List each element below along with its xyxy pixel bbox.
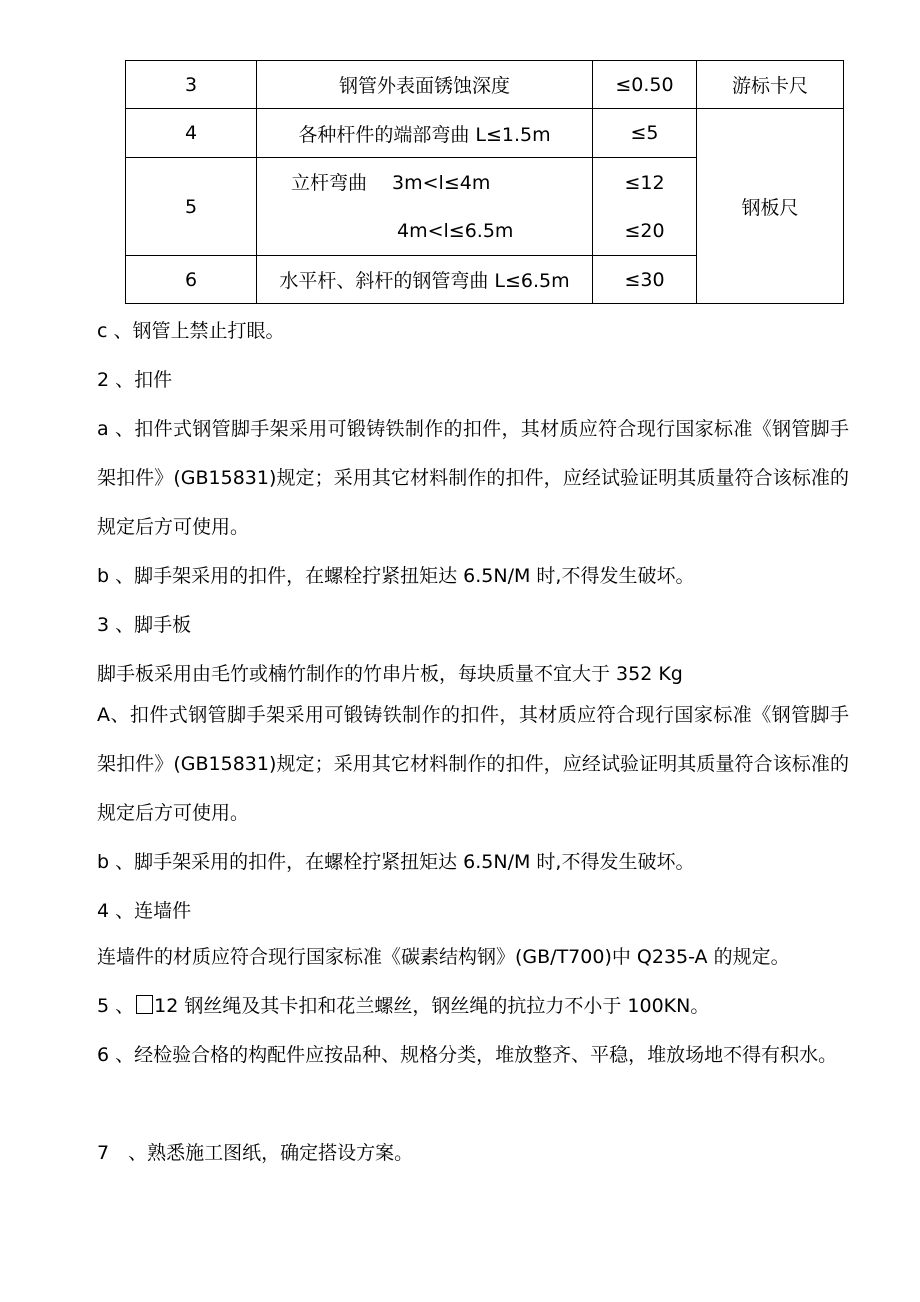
- item-line-1: 立杆弯曲 3m<l≤4m: [291, 171, 491, 194]
- allowable-deviation: [593, 158, 697, 256]
- heading-scaffold-board: 3 、脚手板: [97, 614, 192, 636]
- item-prefix: 5 、: [97, 995, 135, 1017]
- allowable-deviation: ≤30: [593, 256, 697, 304]
- paragraph-wire-rope: [97, 982, 849, 1031]
- inspection-item: 钢管外表面锈蚀深度: [257, 61, 593, 109]
- row-number: 6: [126, 256, 257, 304]
- row-number: 3: [126, 61, 257, 109]
- table-row: [126, 61, 844, 109]
- paragraph-scaffold-board: 脚手板采用由毛竹或楠竹制作的竹串片板，每块质量不宜大于 352 Kg: [97, 663, 683, 685]
- inspection-tool-merged: 钢板尺: [697, 109, 844, 304]
- paragraph-construction-drawings: 7 、熟悉施工图纸，确定搭设方案。: [97, 1142, 414, 1164]
- allowable-deviation: ≤5: [593, 109, 697, 158]
- item-line-2: 4m<l≤6.5m: [397, 219, 514, 242]
- paragraph-fastener-material-repeat: A、扣件式钢管脚手架采用可锻铸铁制作的扣件，其材质应符合现行国家标准《钢管脚手架扣件》(GB15831)规定；采用其它材料制作的扣件，应经试验证明其质量符合该标准的规定后方可使用。: [97, 704, 849, 824]
- paragraph-fastener-material: a 、扣件式钢管脚手架采用可锻铸铁制作的扣件，其材质应符合现行国家标准《钢管脚手架扣件》(GB15831)规定；采用其它材料制作的扣件，应经试验证明其质量符合该标准的规定后方可使用。: [97, 418, 849, 538]
- inspection-item: 水平杆、斜杆的钢管弯曲 L≤6.5m: [257, 256, 593, 304]
- wire-rope-text: 12 钢丝绳及其卡扣和花兰螺丝，钢丝绳的抗拉力不小于 100KN。: [154, 995, 710, 1017]
- paragraph-component-storage: 6 、经检验合格的构配件应按品种、规格分类，堆放整齐、平稳，堆放场地不得有积水。: [97, 1044, 838, 1066]
- heading-wall-ties: 4 、连墙件: [97, 900, 192, 922]
- missing-glyph-box-icon: [136, 995, 153, 1014]
- row-number: 4: [126, 109, 257, 158]
- inspection-item: [257, 158, 593, 256]
- inspection-tool: 游标卡尺: [697, 61, 844, 109]
- paragraph-fastener-torque: b 、脚手架采用的扣件，在螺栓拧紧扭矩达 6.5N/M 时,不得发生破坏。: [97, 565, 695, 587]
- value-line-2: ≤20: [624, 219, 665, 242]
- table-row: [126, 109, 844, 158]
- value-line-1: ≤12: [624, 171, 665, 194]
- inspection-table: [125, 60, 844, 304]
- paragraph-no-drilling: c 、钢管上禁止打眼。: [97, 320, 285, 342]
- allowable-deviation: ≤0.50: [593, 61, 697, 109]
- paragraph-wall-tie-material: 连墙件的材质应符合现行国家标准《碳素结构钢》(GB/T700)中 Q235-A 的规定。: [97, 946, 790, 968]
- paragraph-fastener-torque-repeat: b 、脚手架采用的扣件，在螺栓拧紧扭矩达 6.5N/M 时,不得发生破坏。: [97, 851, 695, 873]
- heading-fasteners: 2 、扣件: [97, 369, 173, 391]
- row-number: 5: [126, 158, 257, 256]
- inspection-item: 各种杆件的端部弯曲 L≤1.5m: [257, 109, 593, 158]
